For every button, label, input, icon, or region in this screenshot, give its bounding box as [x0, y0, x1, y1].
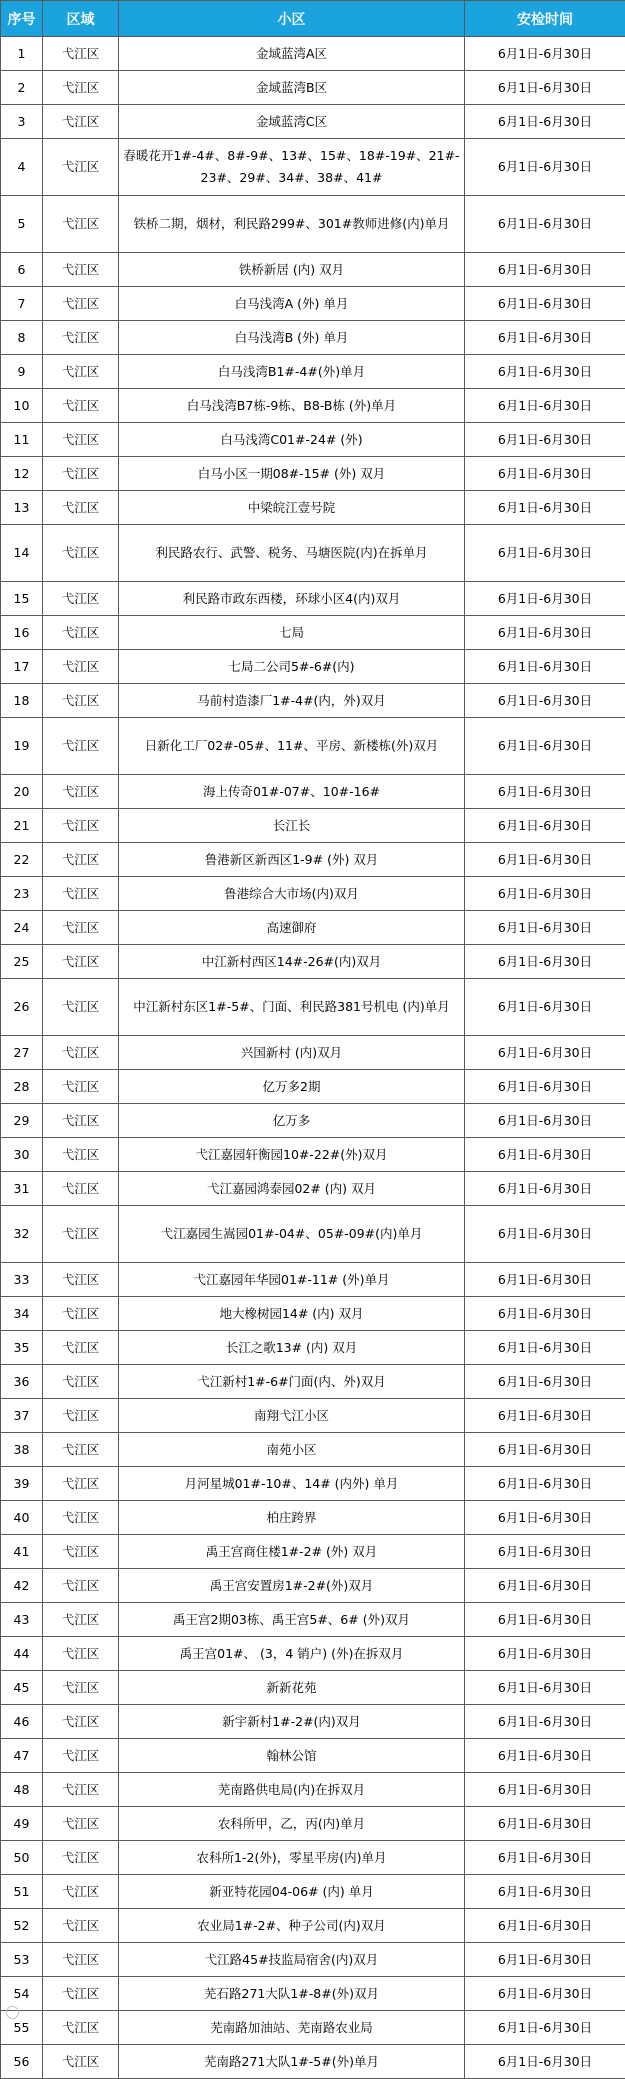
cell-seq: 3 — [1, 105, 43, 139]
cell-time: 6月1日-6月30日 — [465, 2011, 625, 2045]
cell-time: 6月1日-6月30日 — [465, 582, 625, 616]
cell-seq: 18 — [1, 684, 43, 718]
cell-time: 6月1日-6月30日 — [465, 1365, 625, 1399]
cell-community: 七局 — [119, 616, 465, 650]
cell-seq: 49 — [1, 1807, 43, 1841]
cell-area: 弋江区 — [43, 1070, 119, 1104]
cell-time: 6月1日-6月30日 — [465, 253, 625, 287]
cell-time: 6月1日-6月30日 — [465, 457, 625, 491]
cell-area: 弋江区 — [43, 684, 119, 718]
table-row — [1, 1569, 625, 1603]
cell-seq: 15 — [1, 582, 43, 616]
cell-time: 6月1日-6月30日 — [465, 843, 625, 877]
cell-seq: 14 — [1, 525, 43, 582]
cell-area: 弋江区 — [43, 1263, 119, 1297]
cell-seq: 43 — [1, 1603, 43, 1637]
cell-community: 金域蓝湾C区 — [119, 105, 465, 139]
cell-time: 6月1日-6月30日 — [465, 355, 625, 389]
cell-time: 6月1日-6月30日 — [465, 775, 625, 809]
table-row — [1, 2045, 625, 2079]
cell-community: 芜南路加油站、芜南路农业局 — [119, 2011, 465, 2045]
cell-area: 弋江区 — [43, 491, 119, 525]
cell-area: 弋江区 — [43, 71, 119, 105]
cell-seq: 56 — [1, 2045, 43, 2079]
cell-community: 新新花苑 — [119, 1671, 465, 1705]
cell-time: 6月1日-6月30日 — [465, 911, 625, 945]
table-row — [1, 287, 625, 321]
cell-time: 6月1日-6月30日 — [465, 1875, 625, 1909]
cell-area: 弋江区 — [43, 1739, 119, 1773]
cell-seq: 2 — [1, 71, 43, 105]
cell-area: 弋江区 — [43, 979, 119, 1036]
cell-area: 弋江区 — [43, 1467, 119, 1501]
cell-seq: 47 — [1, 1739, 43, 1773]
cell-community: 芜石路271大队1#-8#(外)双月 — [119, 1977, 465, 2011]
cell-area: 弋江区 — [43, 877, 119, 911]
table-row — [1, 105, 625, 139]
cell-time: 6月1日-6月30日 — [465, 1739, 625, 1773]
table-row — [1, 877, 625, 911]
table-row — [1, 1705, 625, 1739]
cell-seq: 25 — [1, 945, 43, 979]
cell-time: 6月1日-6月30日 — [465, 650, 625, 684]
cell-seq: 4 — [1, 139, 43, 196]
cell-community: 鲁港综合大市场(内)双月 — [119, 877, 465, 911]
cell-area: 弋江区 — [43, 1399, 119, 1433]
cell-area: 弋江区 — [43, 1569, 119, 1603]
cell-area: 弋江区 — [43, 457, 119, 491]
cell-area: 弋江区 — [43, 139, 119, 196]
table-row — [1, 491, 625, 525]
cell-time: 6月1日-6月30日 — [465, 1172, 625, 1206]
cell-community: 铁桥新居 (内) 双月 — [119, 253, 465, 287]
cell-community: 利民路市政东西楼，环球小区4(内)双月 — [119, 582, 465, 616]
cell-area: 弋江区 — [43, 1671, 119, 1705]
cell-seq: 38 — [1, 1433, 43, 1467]
cell-time: 6月1日-6月30日 — [465, 37, 625, 71]
cell-area: 弋江区 — [43, 582, 119, 616]
header-community: 小区 — [119, 1, 465, 37]
cell-area: 弋江区 — [43, 616, 119, 650]
cell-area: 弋江区 — [43, 1331, 119, 1365]
cell-community: 弋江路45#技监局宿舍(内)双月 — [119, 1943, 465, 1977]
table-row — [1, 1671, 625, 1705]
cell-time: 6月1日-6月30日 — [465, 1104, 625, 1138]
table-row — [1, 1875, 625, 1909]
cell-seq: 29 — [1, 1104, 43, 1138]
table-row — [1, 1206, 625, 1263]
table-row — [1, 1943, 625, 1977]
table-row — [1, 1365, 625, 1399]
cell-time: 6月1日-6月30日 — [465, 1535, 625, 1569]
cell-time: 6月1日-6月30日 — [465, 1138, 625, 1172]
cell-area: 弋江区 — [43, 253, 119, 287]
cell-time: 6月1日-6月30日 — [465, 1331, 625, 1365]
table-row — [1, 1172, 625, 1206]
table-row — [1, 1331, 625, 1365]
cell-time: 6月1日-6月30日 — [465, 71, 625, 105]
table-row — [1, 423, 625, 457]
cell-seq: 51 — [1, 1875, 43, 1909]
cell-time: 6月1日-6月30日 — [465, 684, 625, 718]
cell-community: 弋江嘉园轩衡园10#-22#(外)双月 — [119, 1138, 465, 1172]
cell-area: 弋江区 — [43, 321, 119, 355]
cell-time: 6月1日-6月30日 — [465, 1263, 625, 1297]
cell-time: 6月1日-6月30日 — [465, 1297, 625, 1331]
cell-seq: 54 — [1, 1977, 43, 2011]
cell-area: 弋江区 — [43, 775, 119, 809]
cell-time: 6月1日-6月30日 — [465, 1943, 625, 1977]
cell-area: 弋江区 — [43, 1637, 119, 1671]
table-row — [1, 979, 625, 1036]
cell-community: 地大橡树园14# (内) 双月 — [119, 1297, 465, 1331]
cell-community: 海上传奇01#-07#、10#-16# — [119, 775, 465, 809]
cell-time: 6月1日-6月30日 — [465, 1841, 625, 1875]
cell-time: 6月1日-6月30日 — [465, 1569, 625, 1603]
table-row — [1, 1739, 625, 1773]
cell-community: 农科所1-2(外)，零星平房(内)单月 — [119, 1841, 465, 1875]
table-row — [1, 616, 625, 650]
cell-community: 新亚特花园04-06# (内) 单月 — [119, 1875, 465, 1909]
cell-area: 弋江区 — [43, 1909, 119, 1943]
table-row — [1, 718, 625, 775]
cell-area: 弋江区 — [43, 2011, 119, 2045]
cell-seq: 9 — [1, 355, 43, 389]
cell-time: 6月1日-6月30日 — [465, 616, 625, 650]
table-row — [1, 1297, 625, 1331]
cell-area: 弋江区 — [43, 1206, 119, 1263]
cell-area: 弋江区 — [43, 423, 119, 457]
table-row — [1, 1637, 625, 1671]
table-row — [1, 843, 625, 877]
cell-time: 6月1日-6月30日 — [465, 491, 625, 525]
watermark-icon — [6, 2006, 19, 2019]
cell-seq: 48 — [1, 1773, 43, 1807]
cell-area: 弋江区 — [43, 525, 119, 582]
cell-community: 马前村造漆厂1#-4#(内，外)双月 — [119, 684, 465, 718]
cell-area: 弋江区 — [43, 105, 119, 139]
cell-seq: 33 — [1, 1263, 43, 1297]
cell-area: 弋江区 — [43, 196, 119, 253]
cell-community: 芜南路271大队1#-5#(外)单月 — [119, 2045, 465, 2079]
cell-seq: 27 — [1, 1036, 43, 1070]
cell-time: 6月1日-6月30日 — [465, 287, 625, 321]
cell-community: 月河星城01#-10#、14# (内外) 单月 — [119, 1467, 465, 1501]
cell-community: 白马浅湾A (外) 单月 — [119, 287, 465, 321]
cell-community: 七局二公司5#-6#(内) — [119, 650, 465, 684]
cell-community: 翰林公馆 — [119, 1739, 465, 1773]
table-row — [1, 650, 625, 684]
cell-community: 利民路农行、武警、税务、马塘医院(内)在拆单月 — [119, 525, 465, 582]
cell-time: 6月1日-6月30日 — [465, 718, 625, 775]
cell-seq: 17 — [1, 650, 43, 684]
cell-seq: 37 — [1, 1399, 43, 1433]
cell-area: 弋江区 — [43, 1104, 119, 1138]
cell-community: 弋江嘉园年华园01#-11# (外)单月 — [119, 1263, 465, 1297]
cell-time: 6月1日-6月30日 — [465, 1671, 625, 1705]
table-row — [1, 457, 625, 491]
cell-time: 6月1日-6月30日 — [465, 1433, 625, 1467]
cell-seq: 24 — [1, 911, 43, 945]
cell-community: 禹王宫2期03栋、禹王宫5#、6# (外)双月 — [119, 1603, 465, 1637]
table-row — [1, 911, 625, 945]
cell-time: 6月1日-6月30日 — [465, 196, 625, 253]
cell-seq: 45 — [1, 1671, 43, 1705]
cell-time: 6月1日-6月30日 — [465, 139, 625, 196]
cell-community: 春暖花开1#-4#、8#-9#、13#、15#、18#-19#、21#-23#、29#、34#、38#、41# — [119, 139, 465, 196]
cell-time: 6月1日-6月30日 — [465, 1501, 625, 1535]
cell-time: 6月1日-6月30日 — [465, 1909, 625, 1943]
cell-seq: 40 — [1, 1501, 43, 1535]
cell-community: 高速御府 — [119, 911, 465, 945]
table-row — [1, 1807, 625, 1841]
cell-time: 6月1日-6月30日 — [465, 1773, 625, 1807]
cell-area: 弋江区 — [43, 389, 119, 423]
cell-area: 弋江区 — [43, 1036, 119, 1070]
cell-seq: 55 — [1, 2011, 43, 2045]
table-row — [1, 71, 625, 105]
cell-time: 6月1日-6月30日 — [465, 321, 625, 355]
cell-area: 弋江区 — [43, 650, 119, 684]
table-row — [1, 525, 625, 582]
cell-community: 白马浅湾B (外) 单月 — [119, 321, 465, 355]
cell-community: 亿万多2期 — [119, 1070, 465, 1104]
cell-seq: 52 — [1, 1909, 43, 1943]
cell-time: 6月1日-6月30日 — [465, 945, 625, 979]
cell-community: 柏庄跨界 — [119, 1501, 465, 1535]
cell-time: 6月1日-6月30日 — [465, 1603, 625, 1637]
table-row — [1, 1070, 625, 1104]
cell-time: 6月1日-6月30日 — [465, 105, 625, 139]
cell-seq: 8 — [1, 321, 43, 355]
table-row — [1, 1909, 625, 1943]
cell-seq: 22 — [1, 843, 43, 877]
cell-seq: 16 — [1, 616, 43, 650]
cell-time: 6月1日-6月30日 — [465, 525, 625, 582]
cell-time: 6月1日-6月30日 — [465, 877, 625, 911]
cell-area: 弋江区 — [43, 1705, 119, 1739]
table-row — [1, 1263, 625, 1297]
cell-community: 白马浅湾B1#-4#(外)单月 — [119, 355, 465, 389]
cell-community: 禹王宫安置房1#-2#(外)双月 — [119, 1569, 465, 1603]
cell-area: 弋江区 — [43, 1535, 119, 1569]
table-row — [1, 1841, 625, 1875]
cell-community: 长江长 — [119, 809, 465, 843]
header-area: 区域 — [43, 1, 119, 37]
table-row — [1, 1104, 625, 1138]
cell-community: 中江新村西区14#-26#(内)双月 — [119, 945, 465, 979]
cell-community: 日新化工厂02#-05#、11#、平房、新楼栋(外)双月 — [119, 718, 465, 775]
table-row — [1, 321, 625, 355]
cell-area: 弋江区 — [43, 911, 119, 945]
cell-community: 白马小区一期08#-15# (外) 双月 — [119, 457, 465, 491]
header-seq: 序号 — [1, 1, 43, 37]
cell-community: 金域蓝湾A区 — [119, 37, 465, 71]
table-row — [1, 139, 625, 196]
cell-area: 弋江区 — [43, 1297, 119, 1331]
cell-area: 弋江区 — [43, 1172, 119, 1206]
cell-seq: 21 — [1, 809, 43, 843]
cell-seq: 31 — [1, 1172, 43, 1206]
cell-area: 弋江区 — [43, 1977, 119, 2011]
cell-community: 禹王宫商住楼1#-2# (外) 双月 — [119, 1535, 465, 1569]
cell-area: 弋江区 — [43, 1501, 119, 1535]
table-row — [1, 582, 625, 616]
cell-time: 6月1日-6月30日 — [465, 1206, 625, 1263]
cell-seq: 6 — [1, 253, 43, 287]
cell-area: 弋江区 — [43, 37, 119, 71]
cell-community: 南翔弋江小区 — [119, 1399, 465, 1433]
cell-seq: 39 — [1, 1467, 43, 1501]
table-row — [1, 1399, 625, 1433]
cell-time: 6月1日-6月30日 — [465, 1807, 625, 1841]
cell-area: 弋江区 — [43, 843, 119, 877]
cell-area: 弋江区 — [43, 809, 119, 843]
table-row — [1, 389, 625, 423]
cell-time: 6月1日-6月30日 — [465, 1070, 625, 1104]
cell-area: 弋江区 — [43, 1875, 119, 1909]
cell-time: 6月1日-6月30日 — [465, 1036, 625, 1070]
table-row — [1, 1535, 625, 1569]
cell-area: 弋江区 — [43, 1807, 119, 1841]
table-row — [1, 2011, 625, 2045]
cell-time: 6月1日-6月30日 — [465, 2045, 625, 2079]
cell-area: 弋江区 — [43, 1138, 119, 1172]
cell-seq: 23 — [1, 877, 43, 911]
cell-community: 农业局1#-2#、种子公司(内)双月 — [119, 1909, 465, 1943]
cell-time: 6月1日-6月30日 — [465, 979, 625, 1036]
cell-community: 新宇新村1#-2#(内)双月 — [119, 1705, 465, 1739]
cell-area: 弋江区 — [43, 355, 119, 389]
cell-community: 兴国新村 (内)双月 — [119, 1036, 465, 1070]
table-body — [1, 37, 625, 2079]
cell-seq: 53 — [1, 1943, 43, 1977]
cell-time: 6月1日-6月30日 — [465, 1637, 625, 1671]
cell-community: 弋江嘉园鸿泰园02# (内) 双月 — [119, 1172, 465, 1206]
table-row — [1, 684, 625, 718]
cell-time: 6月1日-6月30日 — [465, 809, 625, 843]
table-header-row — [1, 1, 625, 37]
table-row — [1, 1433, 625, 1467]
cell-time: 6月1日-6月30日 — [465, 389, 625, 423]
cell-seq: 12 — [1, 457, 43, 491]
cell-community: 金域蓝湾B区 — [119, 71, 465, 105]
cell-area: 弋江区 — [43, 1841, 119, 1875]
cell-seq: 10 — [1, 389, 43, 423]
cell-community: 鲁港新区新西区1-9# (外) 双月 — [119, 843, 465, 877]
watermark-logo — [6, 2006, 19, 2019]
table-row — [1, 1467, 625, 1501]
cell-time: 6月1日-6月30日 — [465, 1399, 625, 1433]
cell-community: 农科所甲，乙，丙(内)单月 — [119, 1807, 465, 1841]
cell-seq: 5 — [1, 196, 43, 253]
cell-community: 芜南路供电局(内)在拆双月 — [119, 1773, 465, 1807]
cell-area: 弋江区 — [43, 1603, 119, 1637]
cell-seq: 44 — [1, 1637, 43, 1671]
cell-seq: 26 — [1, 979, 43, 1036]
cell-time: 6月1日-6月30日 — [465, 423, 625, 457]
cell-seq: 36 — [1, 1365, 43, 1399]
cell-community: 亿万多 — [119, 1104, 465, 1138]
table-row — [1, 37, 625, 71]
cell-time: 6月1日-6月30日 — [465, 1467, 625, 1501]
cell-seq: 13 — [1, 491, 43, 525]
cell-seq: 1 — [1, 37, 43, 71]
cell-seq: 34 — [1, 1297, 43, 1331]
table-row — [1, 1138, 625, 1172]
cell-seq: 35 — [1, 1331, 43, 1365]
cell-seq: 50 — [1, 1841, 43, 1875]
cell-community: 中江新村东区1#-5#、门面、利民路381号机电 (内)单月 — [119, 979, 465, 1036]
cell-seq: 30 — [1, 1138, 43, 1172]
cell-community: 弋江嘉园生嵩园01#-04#、05#-09#(内)单月 — [119, 1206, 465, 1263]
table-row — [1, 945, 625, 979]
cell-community: 弋江新村1#-6#门面(内、外)双月 — [119, 1365, 465, 1399]
cell-seq: 20 — [1, 775, 43, 809]
table-row — [1, 775, 625, 809]
table-row — [1, 253, 625, 287]
cell-community: 中梁皖江壹号院 — [119, 491, 465, 525]
cell-seq: 46 — [1, 1705, 43, 1739]
cell-seq: 42 — [1, 1569, 43, 1603]
table-row — [1, 1603, 625, 1637]
table-row — [1, 1773, 625, 1807]
table-row — [1, 809, 625, 843]
table-row — [1, 1977, 625, 2011]
cell-time: 6月1日-6月30日 — [465, 1705, 625, 1739]
table-row — [1, 355, 625, 389]
cell-seq: 32 — [1, 1206, 43, 1263]
cell-seq: 19 — [1, 718, 43, 775]
header-time: 安检时间 — [465, 1, 625, 37]
cell-area: 弋江区 — [43, 718, 119, 775]
cell-seq: 7 — [1, 287, 43, 321]
cell-community: 南苑小区 — [119, 1433, 465, 1467]
cell-seq: 41 — [1, 1535, 43, 1569]
cell-area: 弋江区 — [43, 1943, 119, 1977]
cell-time: 6月1日-6月30日 — [465, 1977, 625, 2011]
cell-seq: 28 — [1, 1070, 43, 1104]
cell-community: 白马浅湾B7栋-9栋、B8-B栋 (外)单月 — [119, 389, 465, 423]
cell-community: 铁桥二期，烟材，利民路299#、301#教师进修(内)单月 — [119, 196, 465, 253]
cell-seq: 11 — [1, 423, 43, 457]
table-row — [1, 196, 625, 253]
cell-community: 白马浅湾C01#-24# (外) — [119, 423, 465, 457]
table-row — [1, 1501, 625, 1535]
cell-area: 弋江区 — [43, 945, 119, 979]
cell-area: 弋江区 — [43, 1365, 119, 1399]
cell-community: 长江之歌13# (内) 双月 — [119, 1331, 465, 1365]
cell-area: 弋江区 — [43, 1433, 119, 1467]
cell-area: 弋江区 — [43, 287, 119, 321]
table-row — [1, 1036, 625, 1070]
cell-area: 弋江区 — [43, 1773, 119, 1807]
cell-community: 禹王宫01#、 (3，4 销户) (外)在拆双月 — [119, 1637, 465, 1671]
cell-area: 弋江区 — [43, 2045, 119, 2079]
